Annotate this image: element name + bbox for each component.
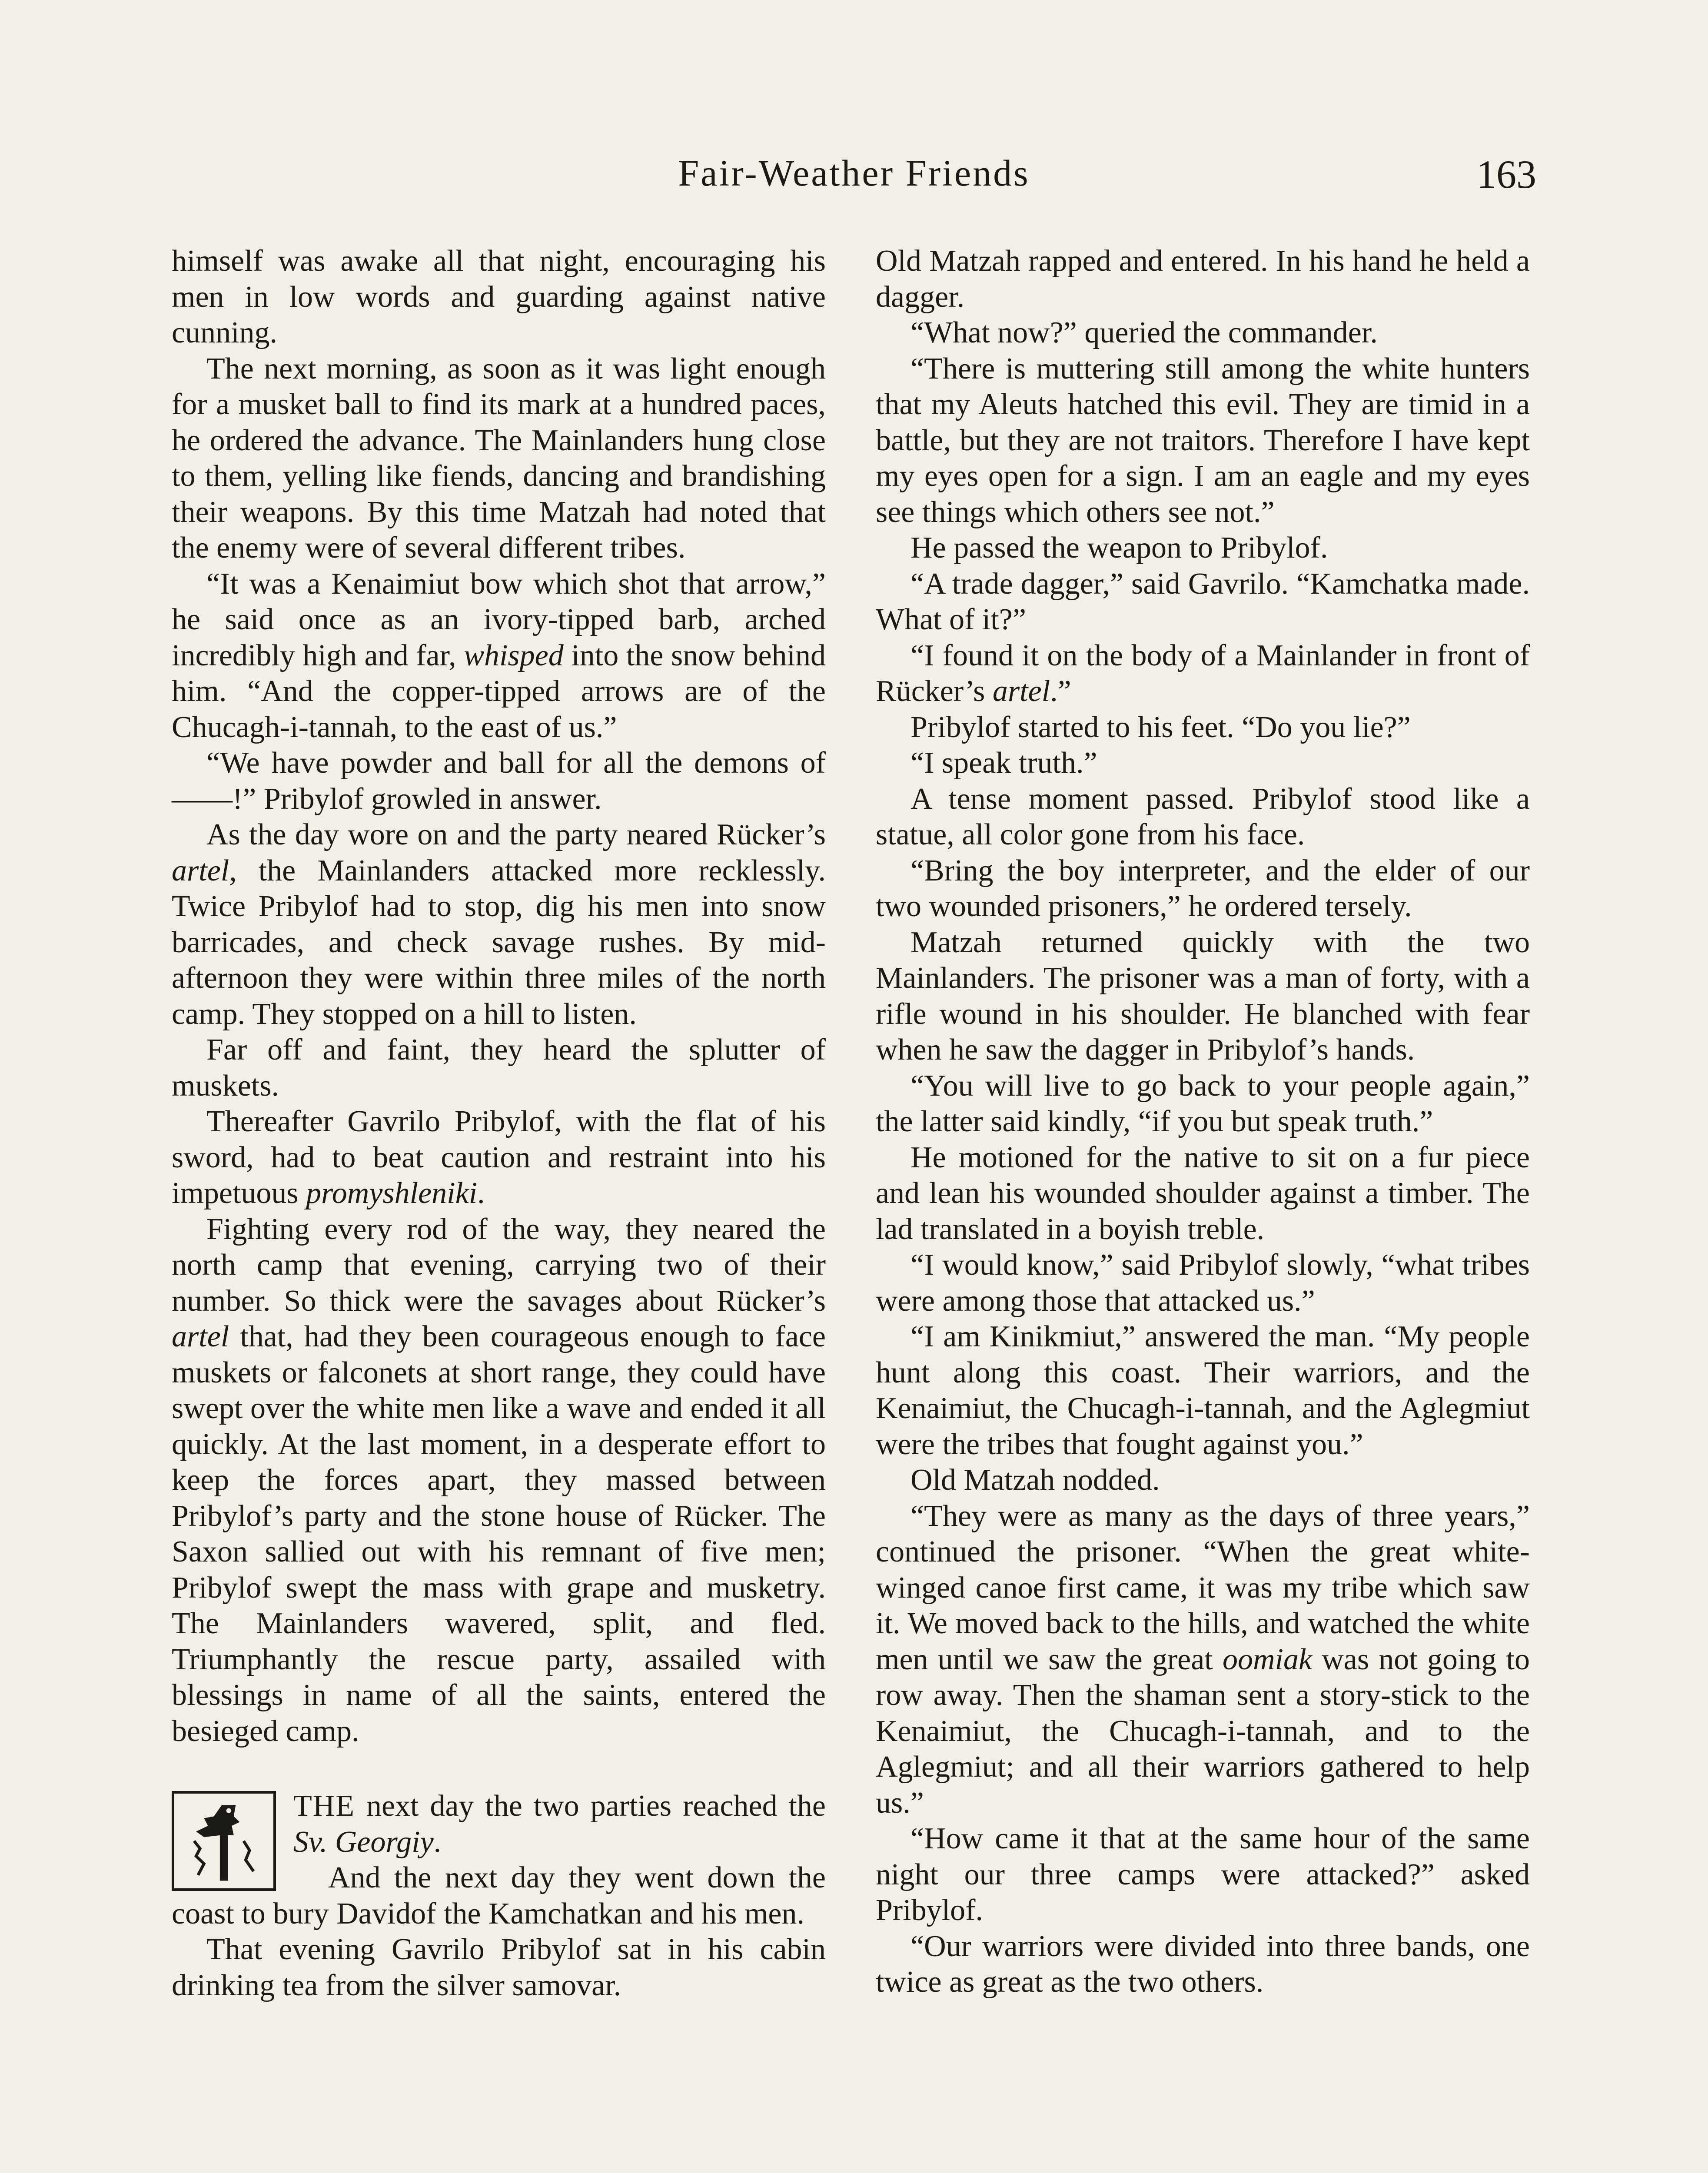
paragraph: Thereafter Gavrilo Pribylof, with the flat of his sword, had to beat caution and restraint into his impetuous promyshleniki. xyxy=(172,1105,826,1210)
paragraph: And the next day they went down the coast to bury Davidof the Kamchatkan and his men. xyxy=(172,1861,826,1930)
paragraph: “There is muttering still among the white hunters that my Aleuts hatched this evil. They are timid in a battle, but they are not traitors. Therefore I have kept my eyes open for a sign. I am an eagle and my eyes see things which others see not.” xyxy=(876,352,1530,529)
paragraph: “Bring the boy interpreter, and the elder of our two wounded prisoners,” he ordered tersely. xyxy=(876,854,1530,923)
left-column xyxy=(172,243,826,2004)
paragraph: “They were as many as the days of three years,” continued the prisoner. “When the great white-winged canoe first came, it was my tribe which saw it. We moved back to the hills, and watched the white men until we saw the great oomiak was not going to row away. Then the shaman sent a story-stick to the Kenaimiut, the Chucagh-i-tannah, and to the Aglegmiut; and all their warriors gathered to help us.” xyxy=(876,1499,1530,1820)
paragraph: “You will live to go back to your people again,” the latter said kindly, “if you but speak truth.” xyxy=(876,1069,1530,1138)
page-number: 163 xyxy=(1476,152,1536,196)
paragraph: A tense moment passed. Pribylof stood like a statue, all color gone from his face. xyxy=(876,782,1530,851)
paragraph: Pribylof started to his feet. “Do you lie?” xyxy=(910,710,1411,744)
paragraph: “I found it on the body of a Mainlander in front of Rücker’s artel.” xyxy=(876,638,1530,708)
paragraph: “How came it that at the same hour of the same night our three camps were attacked?” asked Pribylof. xyxy=(876,1822,1530,1927)
paragraph: He motioned for the native to sit on a fur piece and lean his wounded shoulder against a timber. The lad translated in a boyish treble. xyxy=(876,1140,1530,1246)
paragraph: “I am Kinikmiut,” answered the man. “My people hunt along this coast. Their warriors, and the Kenaimiut, the Chucagh-i-tannah, and the Aglegmiut were the tribes that fought against you.” xyxy=(876,1320,1530,1461)
paragraph: Old Matzah rapped and entered. In his hand he held a dagger. xyxy=(876,244,1530,314)
paragraph: himself was awake all that night, encouraging his men in low words and guarding against native cunning. xyxy=(172,244,826,349)
paragraph: Old Matzah nodded. xyxy=(910,1463,1160,1497)
paragraph: As the day wore on and the party neared Rücker’s artel, the Mainlanders attacked more recklessly. Twice Pribylof had to stop, dig his men into snow barricades, and check savage rushes. By mid-afternoon they were within three miles of the north camp. They stopped on a hill to listen. xyxy=(172,818,826,1031)
paragraph: “We have powder and ball for all the demons of ——!” Pribylof growled in answer. xyxy=(172,746,826,816)
running-title: Fair-Weather Friends xyxy=(678,152,1030,194)
paragraph: “A trade dagger,” said Gavrilo. “Kamchatka made. What of it?” xyxy=(876,567,1530,636)
paragraph: Matzah returned quickly with the two Mainlanders. The prisoner was a man of forty, with a rifle wound in his shoulder. He blanched with fear when he saw the dagger in Pribylof’s hands. xyxy=(876,925,1530,1067)
paragraph: “It was a Kenaimiut bow which shot that arrow,” he said once as an ivory-tipped barb, arched incredibly high and far, whisped into the snow behind him. “And the copper-tipped arrows are of the Chucagh-i-tannah, to the east of us.” xyxy=(172,567,826,744)
section-opening xyxy=(172,1788,826,1932)
paragraph: “I speak truth.” xyxy=(910,746,1097,780)
paragraph: “I would know,” said Pribylof slowly, “what tribes were among those that attacked us.” xyxy=(876,1248,1530,1318)
paragraph: That evening Gavrilo Pribylof sat in his cabin drinking tea from the silver samovar. xyxy=(172,1933,826,2002)
paragraph: “Our warriors were divided into three bands, one twice as great as the two others. xyxy=(876,1929,1530,1999)
page-header xyxy=(172,151,1536,212)
paragraph: THE next day the two parties reached the Sv. Georgiy. xyxy=(293,1789,826,1859)
totem-figure-icon xyxy=(172,1791,276,1891)
right-column xyxy=(876,243,1530,2000)
paragraph: The next morning, as soon as it was light enough for a musket ball to find its mark at a hundred paces, he ordered the advance. The Mainlanders hung close to them, yelling like fiends, dancing and brandishing their weapons. By this time Matzah had noted that the enemy were of several different tribes. xyxy=(172,352,826,565)
paragraph: “What now?” queried the commander. xyxy=(910,316,1378,349)
paragraph: Fighting every rod of the way, they neared the north camp that evening, carrying two of their number. So thick were the savages about Rücker’s artel that, had they been courageous enough to face muskets or falconets at short range, they could have swept over the white men like a wave and ended it all quickly. At the last moment, in a desperate effort to keep the forces apart, they massed between Pribylof’s party and the stone house of Rücker. The Saxon sallied out with his remnant of five men; Pribylof swept the mass with grape and musketry. The Mainlanders wavered, split, and fled. Triumphantly the rescue party, assailed with blessings in name of all the saints, entered the besieged camp. xyxy=(172,1212,826,1748)
paragraph: He passed the weapon to Pribylof. xyxy=(910,531,1328,565)
section-break xyxy=(172,1749,826,1788)
paragraph: Far off and faint, they heard the splutter of muskets. xyxy=(172,1033,826,1103)
